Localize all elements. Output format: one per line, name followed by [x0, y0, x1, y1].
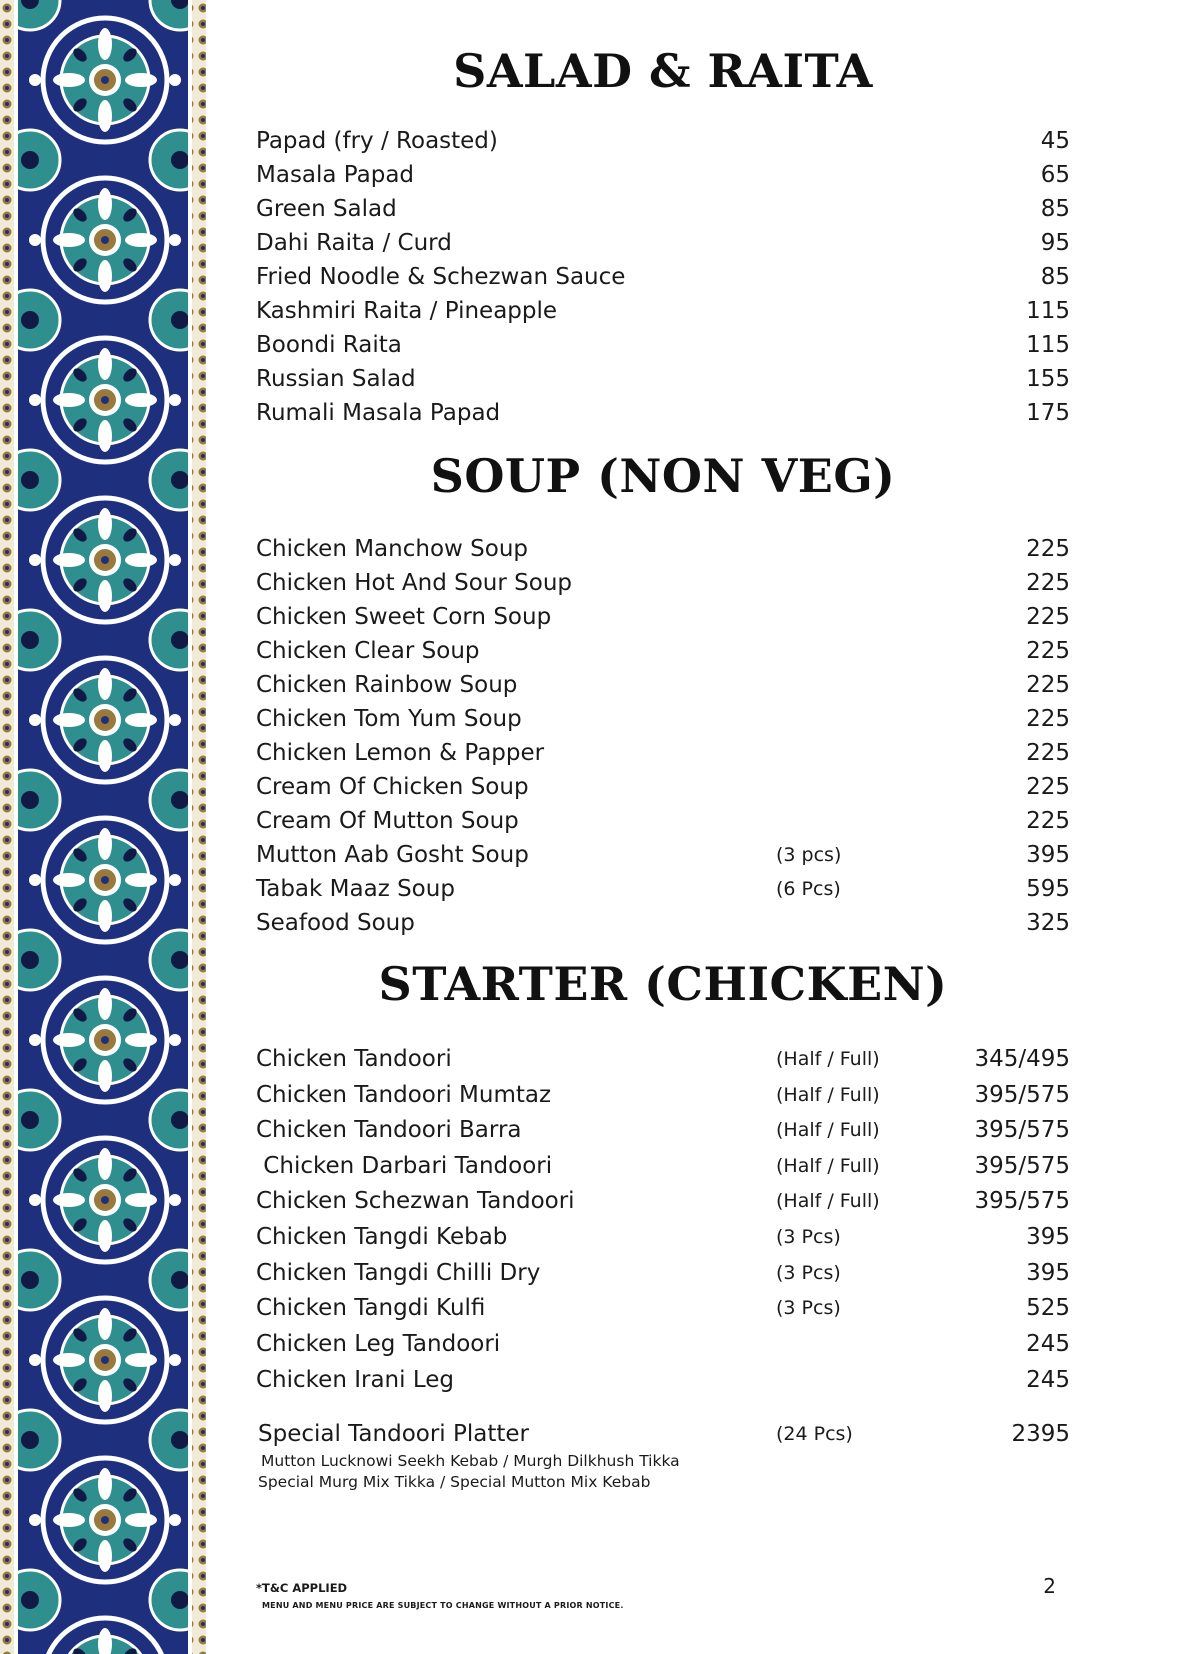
item-name: Seafood Soup — [256, 910, 415, 936]
menu-item — [256, 737, 1070, 769]
item-price: 225 — [1026, 536, 1070, 562]
item-name: Chicken Rainbow Soup — [256, 672, 518, 698]
item-price: 595 — [1026, 876, 1070, 902]
item-price: 155 — [1026, 366, 1070, 392]
item-name: Chicken Tandoori Barra — [256, 1117, 522, 1143]
item-name: Green Salad — [256, 196, 397, 222]
item-qty: (Half / Full) — [776, 1084, 880, 1106]
item-name: Chicken Tandoori — [256, 1046, 452, 1072]
menu-item — [256, 1364, 1070, 1396]
section-title-soup-non-veg: SOUP (NON VEG) — [430, 449, 896, 503]
item-price: 115 — [1026, 298, 1070, 324]
item-price: 225 — [1026, 672, 1070, 698]
item-name: Fried Noodle & Schezwan Sauce — [256, 264, 626, 290]
item-qty: (3 Pcs) — [776, 1226, 841, 1248]
item-name: Chicken Darbari Tandoori — [256, 1153, 553, 1179]
item-name: Papad (fry / Roasted) — [256, 128, 498, 154]
item-price: 225 — [1026, 740, 1070, 766]
item-qty: (Half / Full) — [776, 1155, 880, 1177]
item-qty: (Half / Full) — [776, 1119, 880, 1141]
section-title-salad-raita: SALAD & RAITA — [453, 44, 873, 98]
menu-item — [256, 1114, 1070, 1146]
item-name: Kashmiri Raita / Pineapple — [256, 298, 558, 324]
price-notice: MENU AND MENU PRICE ARE SUBJECT TO CHANGE WITHOUT A PRIOR NOTICE. — [262, 1601, 624, 1610]
item-name: Chicken Manchow Soup — [256, 536, 528, 562]
item-price: 345/495 — [974, 1046, 1070, 1072]
item-name: Chicken Hot And Sour Soup — [256, 570, 572, 596]
item-price: 65 — [1040, 162, 1070, 188]
item-price: 225 — [1026, 706, 1070, 732]
menu-item — [256, 533, 1070, 565]
menu-item — [256, 669, 1070, 701]
item-qty: (Half / Full) — [776, 1048, 880, 1070]
item-price: 115 — [1026, 332, 1070, 358]
item-name: Chicken Tom Yum Soup — [256, 706, 522, 732]
menu-item — [256, 1221, 1070, 1253]
item-price: 175 — [1026, 400, 1070, 426]
menu-item — [256, 1328, 1070, 1360]
special-platter-item — [256, 1418, 1070, 1450]
menu-item — [256, 1292, 1070, 1324]
item-qty: (3 pcs) — [776, 844, 842, 866]
menu-item — [256, 193, 1070, 225]
item-name: Cream Of Mutton Soup — [256, 808, 519, 834]
menu-item — [256, 295, 1070, 327]
item-name: Special Tandoori Platter — [258, 1421, 529, 1447]
menu-item — [256, 1257, 1070, 1289]
item-qty: (Half / Full) — [776, 1190, 880, 1212]
menu-item — [256, 159, 1070, 191]
item-name: Masala Papad — [256, 162, 415, 188]
item-name: Chicken Leg Tandoori — [256, 1331, 501, 1357]
menu-page — [256, 0, 1070, 1654]
item-price: 85 — [1040, 264, 1070, 290]
item-name: Chicken Lemon & Papper — [256, 740, 545, 766]
item-price: 395/575 — [974, 1153, 1070, 1179]
item-name: Chicken Tangdi Chilli Dry — [256, 1260, 541, 1286]
menu-item — [256, 567, 1070, 599]
item-price: 45 — [1040, 128, 1070, 154]
menu-item — [256, 601, 1070, 633]
item-qty: (3 Pcs) — [776, 1297, 841, 1319]
item-price: 525 — [1026, 1295, 1070, 1321]
item-price: 95 — [1040, 230, 1070, 256]
item-price: 225 — [1026, 774, 1070, 800]
item-price: 225 — [1026, 808, 1070, 834]
menu-item — [256, 839, 1070, 871]
menu-item — [256, 873, 1070, 905]
item-name: Chicken Tangdi Kebab — [256, 1224, 508, 1250]
item-price: 225 — [1026, 604, 1070, 630]
menu-item — [256, 363, 1070, 395]
item-price: 225 — [1026, 638, 1070, 664]
item-price: 395 — [1026, 1260, 1070, 1286]
item-qty: (3 Pcs) — [776, 1262, 841, 1284]
decorative-tile-border — [0, 0, 210, 1654]
platter-description: Special Murg Mix Tikka / Special Mutton Mix Kebab — [258, 1473, 651, 1491]
item-price: 395/575 — [974, 1117, 1070, 1143]
item-name: Dahi Raita / Curd — [256, 230, 452, 256]
menu-item — [256, 397, 1070, 429]
item-name: Chicken Sweet Corn Soup — [256, 604, 552, 630]
item-name: Chicken Clear Soup — [256, 638, 480, 664]
item-price: 225 — [1026, 570, 1070, 596]
item-price: 395/575 — [974, 1082, 1070, 1108]
item-name: Chicken Tandoori Mumtaz — [256, 1082, 552, 1108]
menu-item — [256, 1150, 1070, 1182]
menu-item — [256, 261, 1070, 293]
menu-item — [256, 227, 1070, 259]
item-name: Chicken Irani Leg — [256, 1367, 454, 1393]
item-price: 395 — [1026, 1224, 1070, 1250]
item-price: 85 — [1040, 196, 1070, 222]
item-qty: (6 Pcs) — [776, 878, 841, 900]
item-price: 395 — [1026, 842, 1070, 868]
item-name: Cream Of Chicken Soup — [256, 774, 529, 800]
item-name: Chicken Tangdi Kulfi — [256, 1295, 486, 1321]
item-name: Russian Salad — [256, 366, 416, 392]
menu-item — [256, 771, 1070, 803]
platter-description: Mutton Lucknowi Seekh Kebab / Murgh Dilkhush Tikka — [261, 1452, 680, 1470]
page-number: 2 — [1043, 1574, 1056, 1598]
item-price: 245 — [1026, 1367, 1070, 1393]
section-title-starter-chicken: STARTER (CHICKEN) — [378, 957, 948, 1011]
item-price: 245 — [1026, 1331, 1070, 1357]
item-price: 2395 — [1011, 1421, 1070, 1447]
menu-item — [256, 805, 1070, 837]
menu-item — [256, 1043, 1070, 1075]
item-name: Boondi Raita — [256, 332, 402, 358]
menu-item — [256, 125, 1070, 157]
terms-note: *T&C APPLIED — [256, 1581, 348, 1595]
item-qty: (24 Pcs) — [776, 1423, 853, 1445]
menu-item — [256, 703, 1070, 735]
menu-item — [256, 907, 1070, 939]
item-name: Chicken Schezwan Tandoori — [256, 1188, 575, 1214]
menu-item — [256, 1079, 1070, 1111]
item-name: Mutton Aab Gosht Soup — [256, 842, 529, 868]
item-price: 325 — [1026, 910, 1070, 936]
item-price: 395/575 — [974, 1188, 1070, 1214]
menu-item — [256, 635, 1070, 667]
item-name: Rumali Masala Papad — [256, 400, 501, 426]
menu-item — [256, 329, 1070, 361]
menu-item — [256, 1185, 1070, 1217]
item-name: Tabak Maaz Soup — [256, 876, 455, 902]
islamic-tile-pattern — [0, 0, 210, 1654]
